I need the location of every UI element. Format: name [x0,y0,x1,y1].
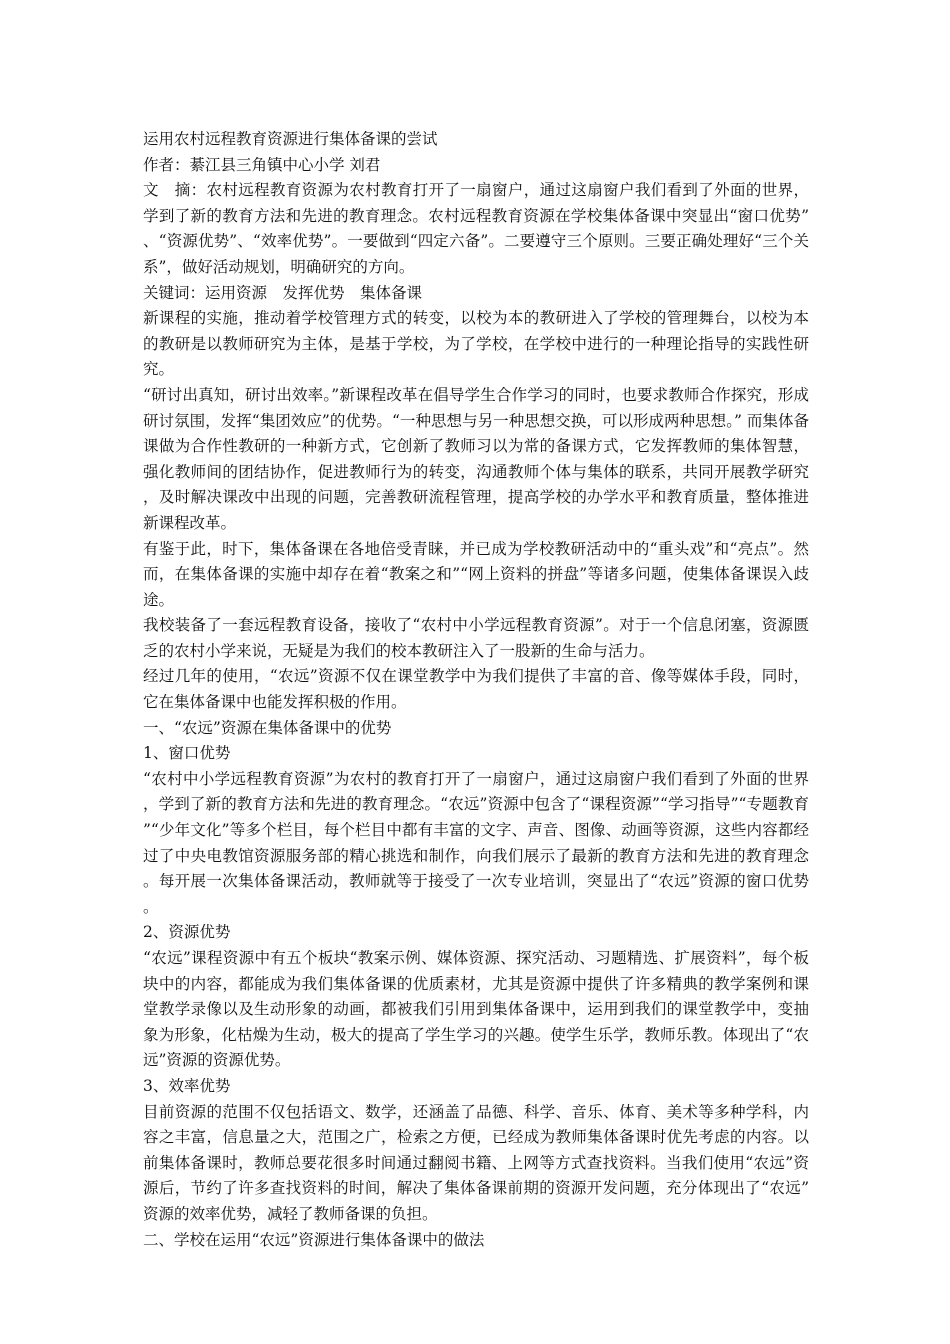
paragraph: 目前资源的范围不仅包括语文、数学，还涵盖了品德、科学、音乐、体育、美术等多种学科，内容之丰富，信息量之大，范围之广，检索之方便，已经成为教师集体备课时优先考虑的内容。以前集体备课时，教师总要花很多时间通过翻阅书籍、上网等方式查找资料。当我们使用“农远”资源后，节约了许多查找资料的时间，解决了集体备课前期的资源开发问题，充分体现出了“农远”资源的效率优势，减轻了教师备课的负担。 [143,1102,809,1223]
subsection-heading: 1、窗口优势 [143,744,231,763]
section-heading: 二、学校在运用“农远”资源进行集体备课中的做法 [143,1230,485,1249]
document-abstract: 文 摘：农村远程教育资源为农村教育打开了一扇窗户，通过这扇窗户我们看到了外面的世界，学到了新的教育方法和先进的教育理念。农村远程教育资源在学校集体备课中突显出“窗口优势”、“资源优势”、“效率优势”。一要做到“四定六备”。二要遵守三个原则。三要正确处理好“三个关系”，做好活动规划，明确研究的方向。 [143,181,809,276]
document-author: 作者：綦江县三角镇中心小学 刘君 [143,155,381,174]
paragraph: 新课程的实施，推动着学校管理方式的转变，以校为本的教研进入了学校的管理舞台，以校为本的教研是以教师研究为主体，是基于学校，为了学校，在学校中进行的一种理论指导的实践性研究。 [143,309,809,379]
document-title: 运用农村远程教育资源进行集体备课的尝试 [143,130,438,148]
paragraph: 有鉴于此，时下，集体备课在各地倍受青睐，并已成为学校教研活动中的“重头戏”和“亮点”。然而，在集体备课的实施中却存在着“教案之和”“网上资料的拼盘”等诸多问题，使集体备课误入歧途。 [143,539,809,609]
paragraph: 我校装备了一套远程教育设备，接收了“农村中小学远程教育资源”。对于一个信息闭塞，资源匮乏的农村小学来说，无疑是为我们的校本教研注入了一股新的生命与活力。 [143,616,809,660]
section-heading: 一、“农远”资源在集体备课中的优势 [143,718,392,737]
document-body [143,127,809,1253]
subsection-heading: 2、资源优势 [143,923,231,942]
paragraph: “研讨出真知，研讨出效率。”新课程改革在倡导学生合作学习的同时，也要求教师合作探究，形成研讨氛围，发挥“集团效应”的优势。“一种思想与另一种思想交换，可以形成两种思想。” 而集体备课做为合作性教研的一种新方式，它创新了教师习以为常的备课方式，它发挥教师的集体智慧，强化教师间的团结协作，促进教师行为的转变，沟通教师个体与集体的联系，共同开展教学研究，及时解决课改中出现的问题，完善教研流程管理，提高学校的办学水平和教育质量，整体推进新课程改革。 [143,385,809,532]
subsection-heading: 3、效率优势 [143,1076,231,1095]
paragraph: “农远”课程资源中有五个板块“教案示例、媒体资源、探究活动、习题精选、扩展资料”，每个板块中的内容，都能成为我们集体备课的优质素材，尤其是资源中提供了许多精典的教学案例和课堂教学录像以及生动形象的动画，都被我们引用到集体备课中，运用到我们的课堂教学中，变抽象为形象，化枯燥为生动，极大的提高了学生学习的兴趣。使学生乐学，教师乐教。体现出了“农远”资源的资源优势。 [143,949,809,1070]
document-keywords: 关键词：运用资源 发挥优势 集体备课 [143,283,423,302]
paragraph: 经过几年的使用，“农远”资源不仅在课堂教学中为我们提供了丰富的音、像等媒体手段，同时，它在集体备课中也能发挥积极的作用。 [143,667,809,712]
paragraph: “农村中小学远程教育资源”为农村的教育打开了一扇窗户，通过这扇窗户我们看到了外面的世界，学到了新的教育方法和先进的教育理念。“农远”资源中包含了“课程资源”“学习指导”“专题教育”“少年文化”等多个栏目，每个栏目中都有丰富的文字、声音、图像、动画等资源，这些内容都经过了中央电教馆资源服务部的精心挑选和制作，向我们展示了最新的教育方法和先进的教育理念。每开展一次集体备课活动，教师就等于接受了一次专业培训，突显出了“农远”资源的窗口优势。 [143,769,809,916]
